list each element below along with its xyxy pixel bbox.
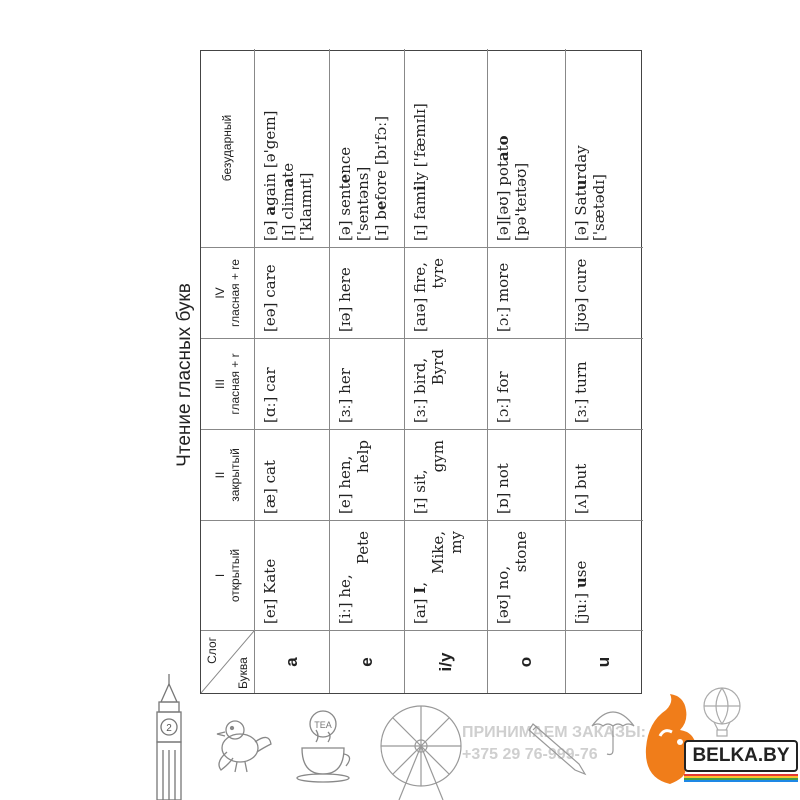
reading-line bbox=[354, 527, 372, 624]
reading-text: ly ['fæmɪlɪ] bbox=[411, 103, 429, 186]
reading-text: ['sætədɪ] bbox=[590, 174, 608, 241]
page-number: 2 bbox=[166, 723, 172, 734]
reading-text: fore [bɪ'fɔː] bbox=[372, 115, 390, 201]
reading-text: [ə] bbox=[261, 215, 279, 241]
reading-text: Byrd bbox=[429, 349, 447, 386]
reading-line bbox=[411, 254, 429, 332]
reading-line bbox=[572, 527, 590, 624]
reading-text: [əʊ] no, bbox=[494, 565, 512, 624]
highlighted-vowel: e bbox=[372, 200, 390, 211]
ferris-wheel-icon bbox=[375, 700, 467, 800]
reading-line bbox=[411, 55, 429, 241]
reading-line bbox=[572, 345, 590, 423]
reading-cell-unstressed bbox=[330, 49, 405, 247]
letter-label: u bbox=[594, 656, 614, 668]
reading-line bbox=[590, 55, 608, 241]
reading-line bbox=[494, 254, 512, 332]
reading-cell-closed bbox=[405, 429, 488, 520]
reading-text: [pə'teɪtəʊ] bbox=[512, 162, 530, 241]
reading-cell-vowel-r bbox=[255, 338, 330, 429]
reading-line bbox=[372, 55, 390, 241]
reading-text: [e] hen, bbox=[336, 455, 354, 514]
umbrella-icon bbox=[588, 698, 638, 758]
reading-line bbox=[297, 55, 315, 241]
reading-text: se bbox=[572, 560, 590, 578]
header-unstressed bbox=[201, 49, 255, 247]
squirrel-logo-icon bbox=[640, 688, 700, 788]
reading-line bbox=[572, 55, 590, 241]
reading-cell-vowel-r bbox=[488, 338, 566, 429]
reading-text: [ɪ] sit, bbox=[411, 469, 429, 514]
reading-cell-vowel-re bbox=[488, 247, 566, 338]
reading-text: tyre bbox=[429, 258, 447, 289]
reading-text: [ɪə] here bbox=[336, 267, 354, 332]
header-vowel-r bbox=[201, 338, 255, 429]
reading-line bbox=[411, 527, 429, 624]
letter-label: a bbox=[281, 657, 301, 667]
watermark-line2: +375 29 76-999-76 bbox=[462, 746, 598, 763]
reading-text: stone bbox=[512, 531, 530, 573]
highlighted-vowel: o bbox=[494, 135, 512, 146]
reading-text: [ə] Sat bbox=[572, 190, 590, 241]
reading-text: te bbox=[279, 162, 297, 178]
reading-text: [ɜː] her bbox=[336, 368, 354, 423]
reading-text: [ɔː] for bbox=[494, 371, 512, 423]
bird-icon bbox=[205, 708, 275, 778]
reading-text: help bbox=[354, 440, 372, 473]
reading-line bbox=[354, 436, 372, 514]
highlighted-vowel: u bbox=[572, 577, 590, 589]
reading-cell-unstressed bbox=[255, 49, 330, 247]
letter-header: Буква bbox=[235, 657, 250, 689]
letter-cell bbox=[566, 630, 643, 693]
header-unstressed-label: безударный bbox=[220, 114, 235, 182]
reading-cell-closed bbox=[566, 429, 643, 520]
header-open bbox=[201, 520, 255, 630]
reading-text: [ɪ] b bbox=[372, 210, 390, 241]
reading-line bbox=[572, 254, 590, 332]
reading-line bbox=[494, 345, 512, 423]
reading-cell-closed bbox=[488, 429, 566, 520]
highlighted-vowel: a bbox=[494, 151, 512, 162]
reading-text: ['klaɪmɪt] bbox=[297, 172, 315, 241]
vowel-table-wrap bbox=[200, 50, 642, 694]
header-vowel-r-label: гласная + r bbox=[227, 353, 242, 415]
reading-cell-open bbox=[255, 520, 330, 630]
reading-cell-open bbox=[330, 520, 405, 630]
reading-line bbox=[354, 55, 372, 241]
reading-line bbox=[336, 436, 354, 514]
letter-cell bbox=[255, 630, 330, 693]
reading-text: [ɔː] more bbox=[494, 262, 512, 332]
logo-text: BELKA.BY bbox=[684, 740, 798, 772]
reading-cell-unstressed bbox=[405, 49, 488, 247]
header-vowel-r-num: III bbox=[213, 379, 228, 390]
reading-cell-unstressed bbox=[488, 49, 566, 247]
reading-line bbox=[429, 345, 447, 423]
reading-text: t bbox=[494, 145, 512, 152]
reading-line bbox=[512, 527, 530, 624]
logo-stripes bbox=[684, 774, 798, 782]
header-vowel-re bbox=[201, 247, 255, 338]
reading-text: [ɜː] turn bbox=[572, 361, 590, 423]
reading-text: [ɜː] bird, bbox=[411, 357, 429, 423]
letter-label: i/y bbox=[435, 652, 455, 672]
reading-line bbox=[336, 345, 354, 423]
reading-line bbox=[429, 527, 447, 624]
reading-text: [aɪ] bbox=[411, 593, 429, 624]
reading-line bbox=[336, 527, 354, 624]
reading-line bbox=[261, 254, 279, 332]
reading-text: [æ] cat bbox=[261, 460, 279, 514]
reading-text: nce bbox=[336, 146, 354, 174]
page-title-wrap bbox=[165, 265, 205, 485]
reading-cell-closed bbox=[330, 429, 405, 520]
reading-cell-vowel-r bbox=[405, 338, 488, 429]
reading-line bbox=[572, 436, 590, 514]
syllable-header: Слог bbox=[205, 637, 219, 664]
reading-line bbox=[336, 254, 354, 332]
reading-text: [ʌ] but bbox=[572, 463, 590, 514]
belka-logo bbox=[640, 684, 800, 794]
header-open-num: I bbox=[213, 573, 228, 578]
big-ben-icon bbox=[148, 672, 190, 800]
vowel-reading-table bbox=[200, 50, 642, 694]
cup-label: TEA bbox=[314, 720, 332, 730]
pen-icon bbox=[525, 712, 595, 782]
letter-label: o bbox=[516, 656, 536, 668]
highlighted-vowel: e bbox=[336, 173, 354, 184]
reading-line bbox=[411, 436, 429, 514]
reading-text: [juː] bbox=[572, 588, 590, 624]
reading-line bbox=[429, 436, 447, 514]
highlighted-vowel: a bbox=[279, 177, 297, 188]
logo-stripe bbox=[684, 780, 798, 782]
reading-line bbox=[494, 55, 512, 241]
header-closed-label: закрытый bbox=[227, 448, 242, 502]
reading-cell-vowel-r bbox=[566, 338, 643, 429]
reading-cell-vowel-re bbox=[405, 247, 488, 338]
reading-text: , bbox=[411, 581, 429, 587]
reading-text: gain [ə'geɪn] bbox=[261, 110, 279, 206]
watermark-line1: ПРИНИМАЕМ ЗАКАЗЫ: bbox=[462, 724, 646, 741]
reading-text: Pete bbox=[354, 531, 372, 565]
reading-text: [ə][əʊ] pot bbox=[494, 161, 512, 241]
highlighted-vowel: a bbox=[261, 205, 279, 216]
reading-text: [ɒ] not bbox=[494, 463, 512, 514]
reading-line bbox=[261, 55, 279, 241]
reading-cell-closed bbox=[255, 429, 330, 520]
reading-text: [ɑː] car bbox=[261, 367, 279, 423]
reading-line bbox=[411, 345, 429, 423]
reading-cell-vowel-re bbox=[566, 247, 643, 338]
header-closed-num: II bbox=[213, 471, 228, 479]
highlighted-vowel: i bbox=[411, 185, 429, 191]
letter-label: e bbox=[356, 657, 376, 667]
reading-text: Mike, bbox=[429, 531, 447, 574]
reading-text: [aɪə] fire, bbox=[411, 262, 429, 332]
reading-text: [eə] care bbox=[261, 264, 279, 332]
reading-line bbox=[279, 55, 297, 241]
reading-cell-vowel-r bbox=[330, 338, 405, 429]
header-vowel-re-label: гласная + re bbox=[227, 259, 242, 327]
reading-cell-open bbox=[405, 520, 488, 630]
reading-text: my bbox=[447, 531, 465, 554]
reading-line bbox=[494, 436, 512, 514]
reading-text: [ɪ] fam bbox=[411, 191, 429, 241]
reading-line bbox=[261, 436, 279, 514]
header-open-label: открытый bbox=[227, 548, 242, 603]
reading-text: rday bbox=[572, 145, 590, 180]
reading-text: [ɪ] clim bbox=[279, 187, 297, 241]
reading-line bbox=[494, 527, 512, 624]
highlighted-vowel: I bbox=[411, 586, 429, 594]
corner-header-cell bbox=[201, 630, 255, 693]
reading-text: [ə] sent bbox=[336, 183, 354, 241]
reading-cell-vowel-re bbox=[330, 247, 405, 338]
reading-line bbox=[447, 527, 465, 624]
reading-text: ['sentəns] bbox=[354, 166, 372, 241]
reading-cell-unstressed bbox=[566, 49, 643, 247]
reading-cell-vowel-re bbox=[255, 247, 330, 338]
letter-cell bbox=[405, 630, 488, 693]
reading-line bbox=[336, 55, 354, 241]
reading-text: gym bbox=[429, 440, 447, 473]
reading-text: [iː] he, bbox=[336, 574, 354, 624]
highlighted-vowel: u bbox=[572, 179, 590, 191]
letter-cell bbox=[330, 630, 405, 693]
reading-line bbox=[261, 527, 279, 624]
reading-line bbox=[512, 55, 530, 241]
header-vowel-re-num: IV bbox=[213, 287, 228, 299]
reading-text: [jʊə] cure bbox=[572, 258, 590, 332]
reading-text: [eɪ] Kate bbox=[261, 558, 279, 624]
reading-line bbox=[261, 345, 279, 423]
reading-line bbox=[429, 254, 447, 332]
header-closed bbox=[201, 429, 255, 520]
page-title: Чтение гласных букв bbox=[174, 283, 195, 467]
letter-cell bbox=[488, 630, 566, 693]
reading-cell-open bbox=[488, 520, 566, 630]
reading-cell-open bbox=[566, 520, 643, 630]
tea-cup-icon bbox=[290, 708, 356, 784]
